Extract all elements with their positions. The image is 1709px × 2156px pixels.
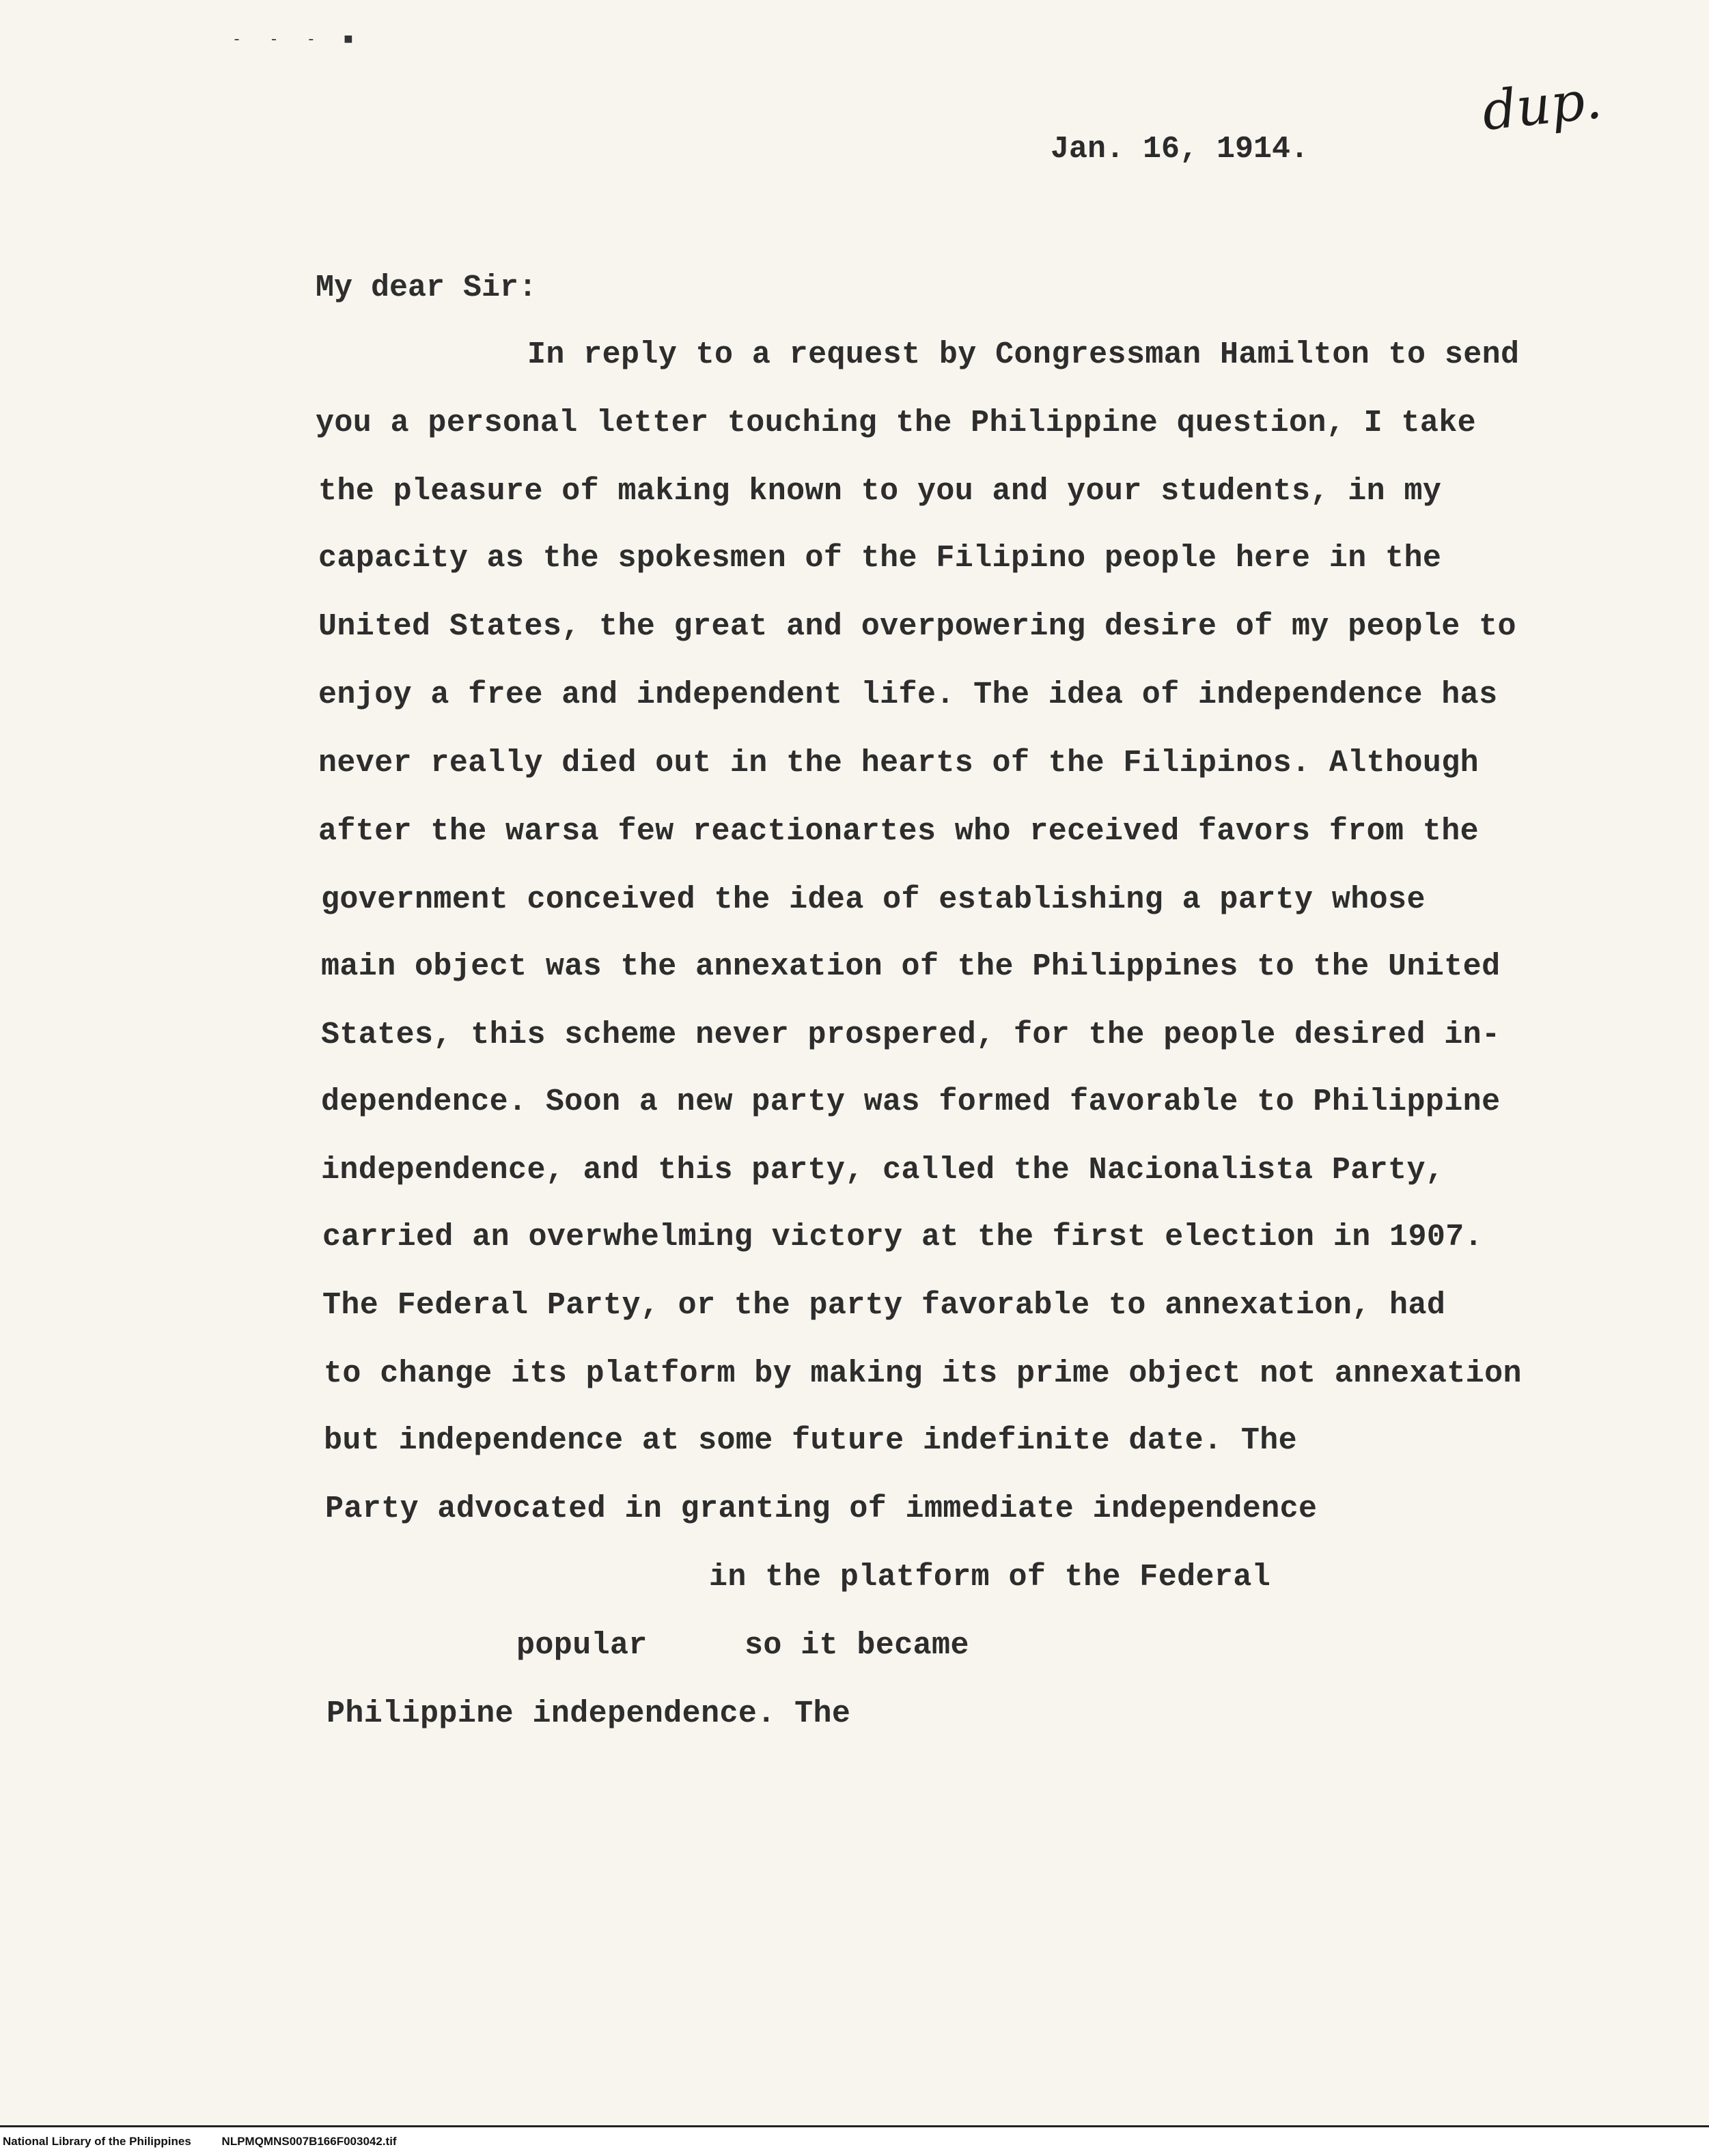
body-line: enjoy a free and independent life. The idea of independence has [318,677,1498,712]
body-line: carried an overwhelming victory at the first election in 1907. [322,1220,1484,1255]
scan-footer [3,2135,397,2148]
body-line: but independence at some future indefinite date. The [324,1423,1298,1458]
body-line: government conceived the idea of establishing a party whose [321,882,1426,917]
body-line: to change its platform by making its prime object not annexation [324,1356,1522,1391]
salutation: My dear Sir: [316,270,538,305]
top-marks: - - - ■ [232,31,363,48]
body-line: Philippine independence. The [326,1696,851,1731]
body-line: you a personal letter touching the Philippine question, I take [316,406,1477,440]
body-line: States, this scheme never prospered, for the people desired in- [321,1018,1501,1052]
body-line: capacity as the spokesmen of the Filipino people here in the [318,541,1442,576]
library-credit: National Library of the Philippines [3,2135,191,2148]
body-fragment: popular [516,1628,648,1663]
file-name: NLPMQMNS007B166F003042.tif [221,2135,397,2148]
body-line: dependence. Soon a new party was formed favorable to Philippine [321,1084,1501,1119]
body-line: after the warsa few reactionartes who received favors from the [318,814,1479,849]
letter-date: Jan. 16, 1914. [1051,132,1309,167]
body-line: in the platform of the Federal [709,1560,1271,1595]
body-line: In reply to a request by Congressman Hamilton to send [527,337,1520,372]
body-line: the pleasure of making known to you and your students, in my [318,474,1442,509]
body-line: Party advocated in granting of immediate independence [325,1492,1318,1526]
body-line: United States, the great and overpowering desire of my people to [318,609,1516,644]
body-line: main object was the annexation of the Philippines to the United [321,949,1501,984]
handwritten-annotation: dup. [1479,69,1605,143]
body-fragment: so it became [745,1628,969,1663]
body-line: The Federal Party, or the party favorable to annexation, had [322,1288,1446,1323]
body-line: never really died out in the hearts of the Filipinos. Although [318,746,1479,781]
body-line: independence, and this party, called the Nacionalista Party, [321,1153,1445,1188]
